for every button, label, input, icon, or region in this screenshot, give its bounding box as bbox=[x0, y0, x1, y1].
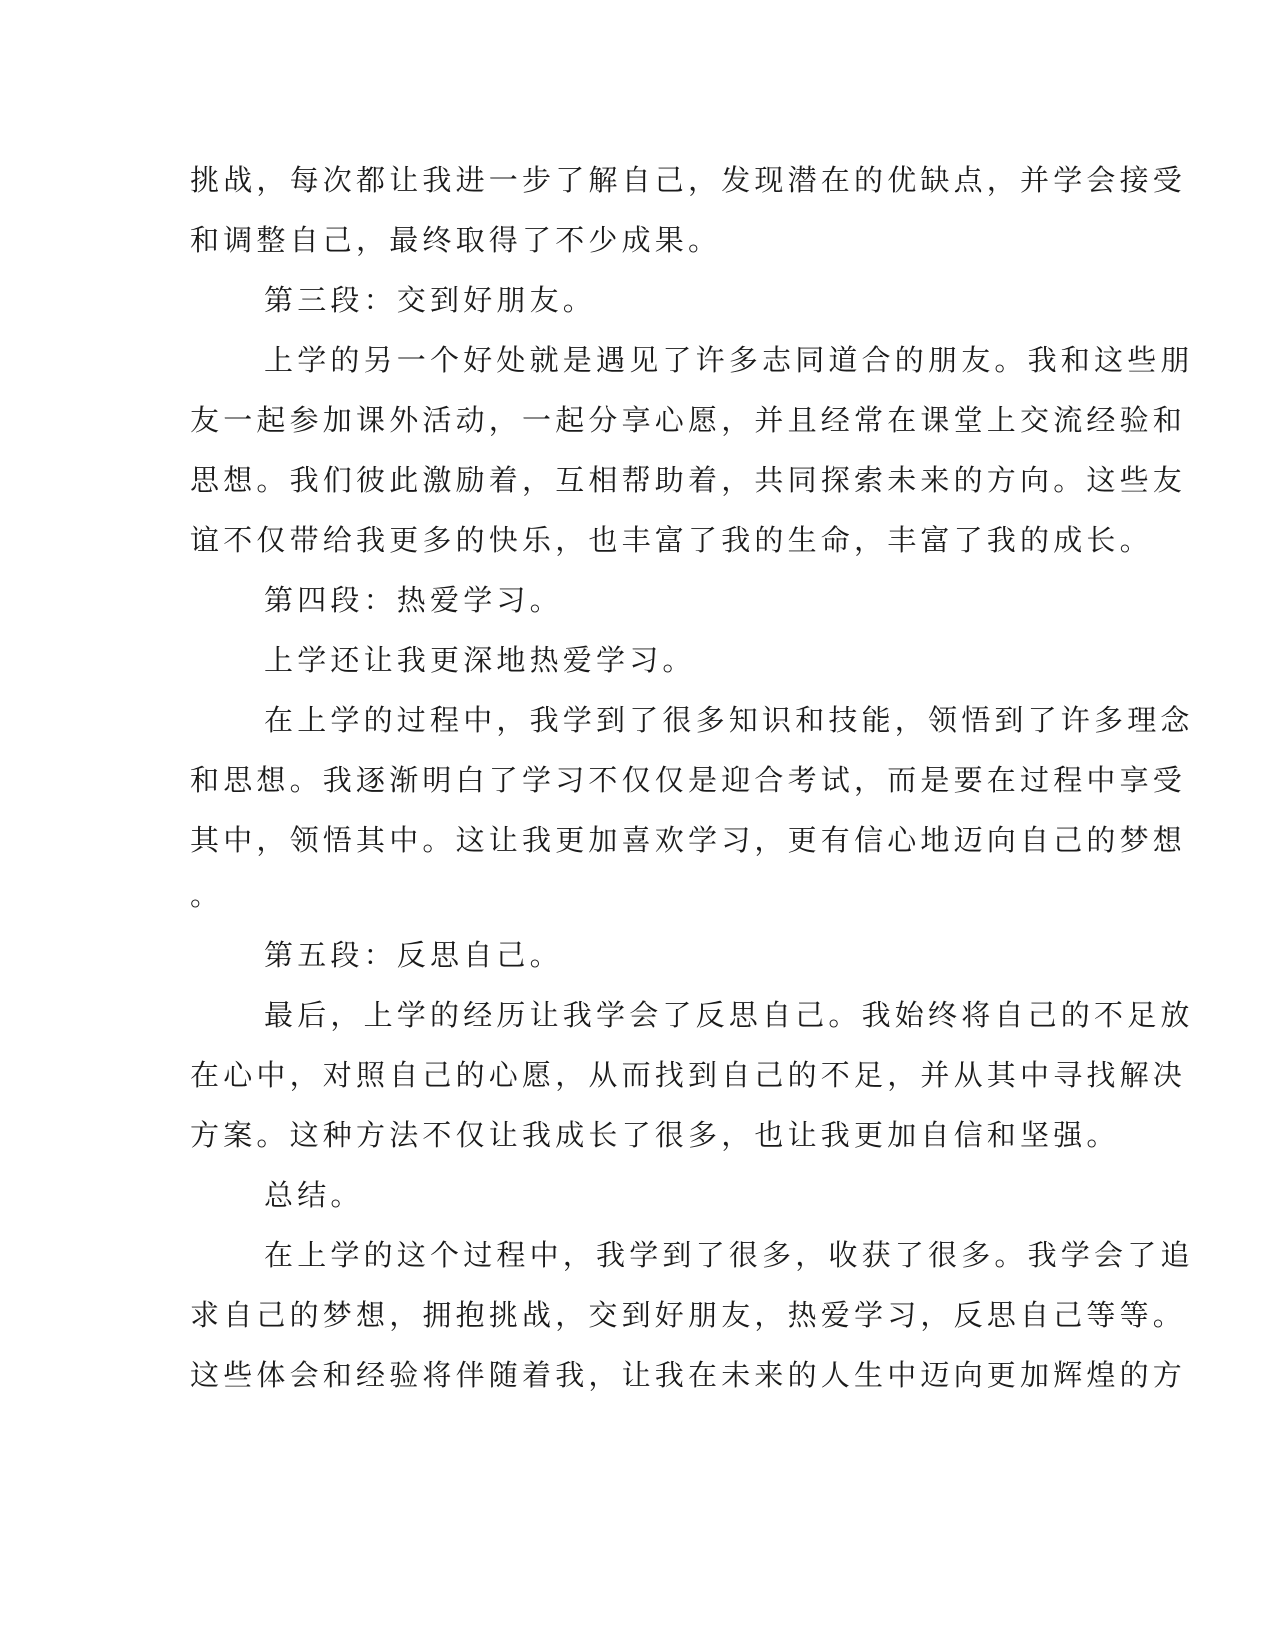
text-line: 上学的另一个好处就是遇见了许多志同道合的朋友。我和这些朋 bbox=[264, 343, 1194, 377]
text-line: 谊不仅带给我更多的快乐，也丰富了我的生命，丰富了我的成长。 bbox=[190, 523, 1153, 557]
text-line: 。 bbox=[190, 878, 224, 912]
section-heading: 总结。 bbox=[264, 1178, 364, 1212]
text-line: 友一起参加课外活动，一起分享心愿，并且经常在课堂上交流经验和 bbox=[190, 403, 1187, 437]
text-line: 思想。我们彼此激励着，互相帮助着，共同探索未来的方向。这些友 bbox=[190, 463, 1187, 497]
text-line: 挑战，每次都让我进一步了解自己，发现潜在的优缺点，并学会接受 bbox=[190, 163, 1187, 197]
text-line: 这些体会和经验将伴随着我，让我在未来的人生中迈向更加辉煌的方 bbox=[190, 1358, 1187, 1392]
text-line: 在心中，对照自己的心愿，从而找到自己的不足，并从其中寻找解决 bbox=[190, 1058, 1187, 1092]
text-line: 上学还让我更深地热爱学习。 bbox=[264, 643, 696, 677]
text-line: 最后，上学的经历让我学会了反思自己。我始终将自己的不足放 bbox=[264, 998, 1194, 1032]
text-line: 在上学的这个过程中，我学到了很多，收获了很多。我学会了追 bbox=[264, 1238, 1194, 1272]
text-line: 和调整自己，最终取得了不少成果。 bbox=[190, 223, 722, 257]
text-line: 在上学的过程中，我学到了很多知识和技能，领悟到了许多理念 bbox=[264, 703, 1194, 737]
section-heading: 第三段：交到好朋友。 bbox=[264, 283, 597, 317]
text-line: 和思想。我逐渐明白了学习不仅仅是迎合考试，而是要在过程中享受 bbox=[190, 763, 1187, 797]
section-heading: 第四段：热爱学习。 bbox=[264, 583, 563, 617]
text-line: 方案。这种方法不仅让我成长了很多，也让我更加自信和坚强。 bbox=[190, 1118, 1120, 1152]
section-heading: 第五段：反思自己。 bbox=[264, 938, 563, 972]
text-line: 其中，领悟其中。这让我更加喜欢学习，更有信心地迈向自己的梦想 bbox=[190, 823, 1187, 857]
text-line: 求自己的梦想，拥抱挑战，交到好朋友，热爱学习，反思自己等等。 bbox=[190, 1298, 1187, 1332]
